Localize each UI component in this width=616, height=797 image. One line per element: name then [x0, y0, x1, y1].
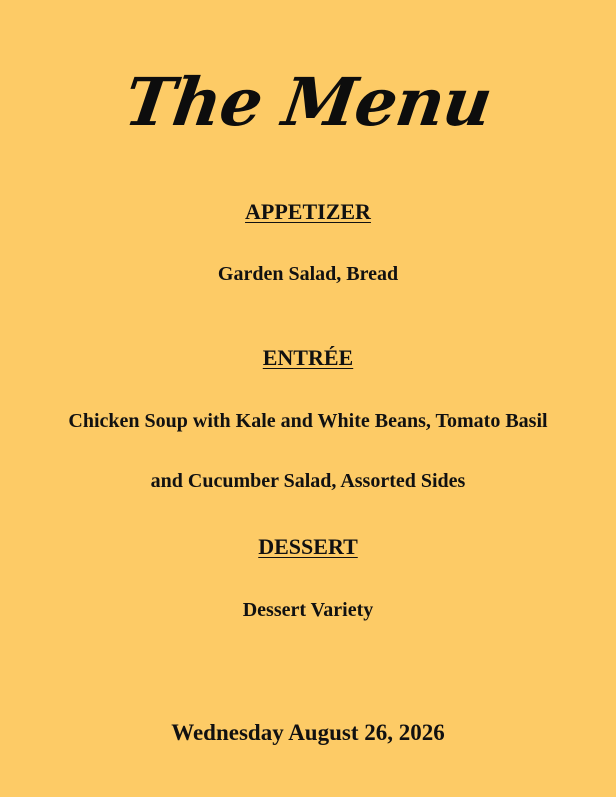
entree-item-line-1: Chicken Soup with Kale and White Beans, Tomato Basil [68, 410, 548, 432]
dessert-heading: DESSERT [258, 534, 358, 559]
entree-item-line-2: and Cucumber Salad, Assorted Sides [150, 470, 466, 492]
menu-date: Wednesday August 26, 2026 [171, 720, 445, 745]
appetizer-item: Garden Salad, Bread [217, 263, 399, 285]
entree-heading: ENTRÉE [262, 345, 354, 370]
dessert-item: Dessert Variety [242, 599, 374, 621]
menu-title: The Menu [119, 63, 497, 141]
appetizer-heading: APPETIZER [245, 199, 371, 224]
